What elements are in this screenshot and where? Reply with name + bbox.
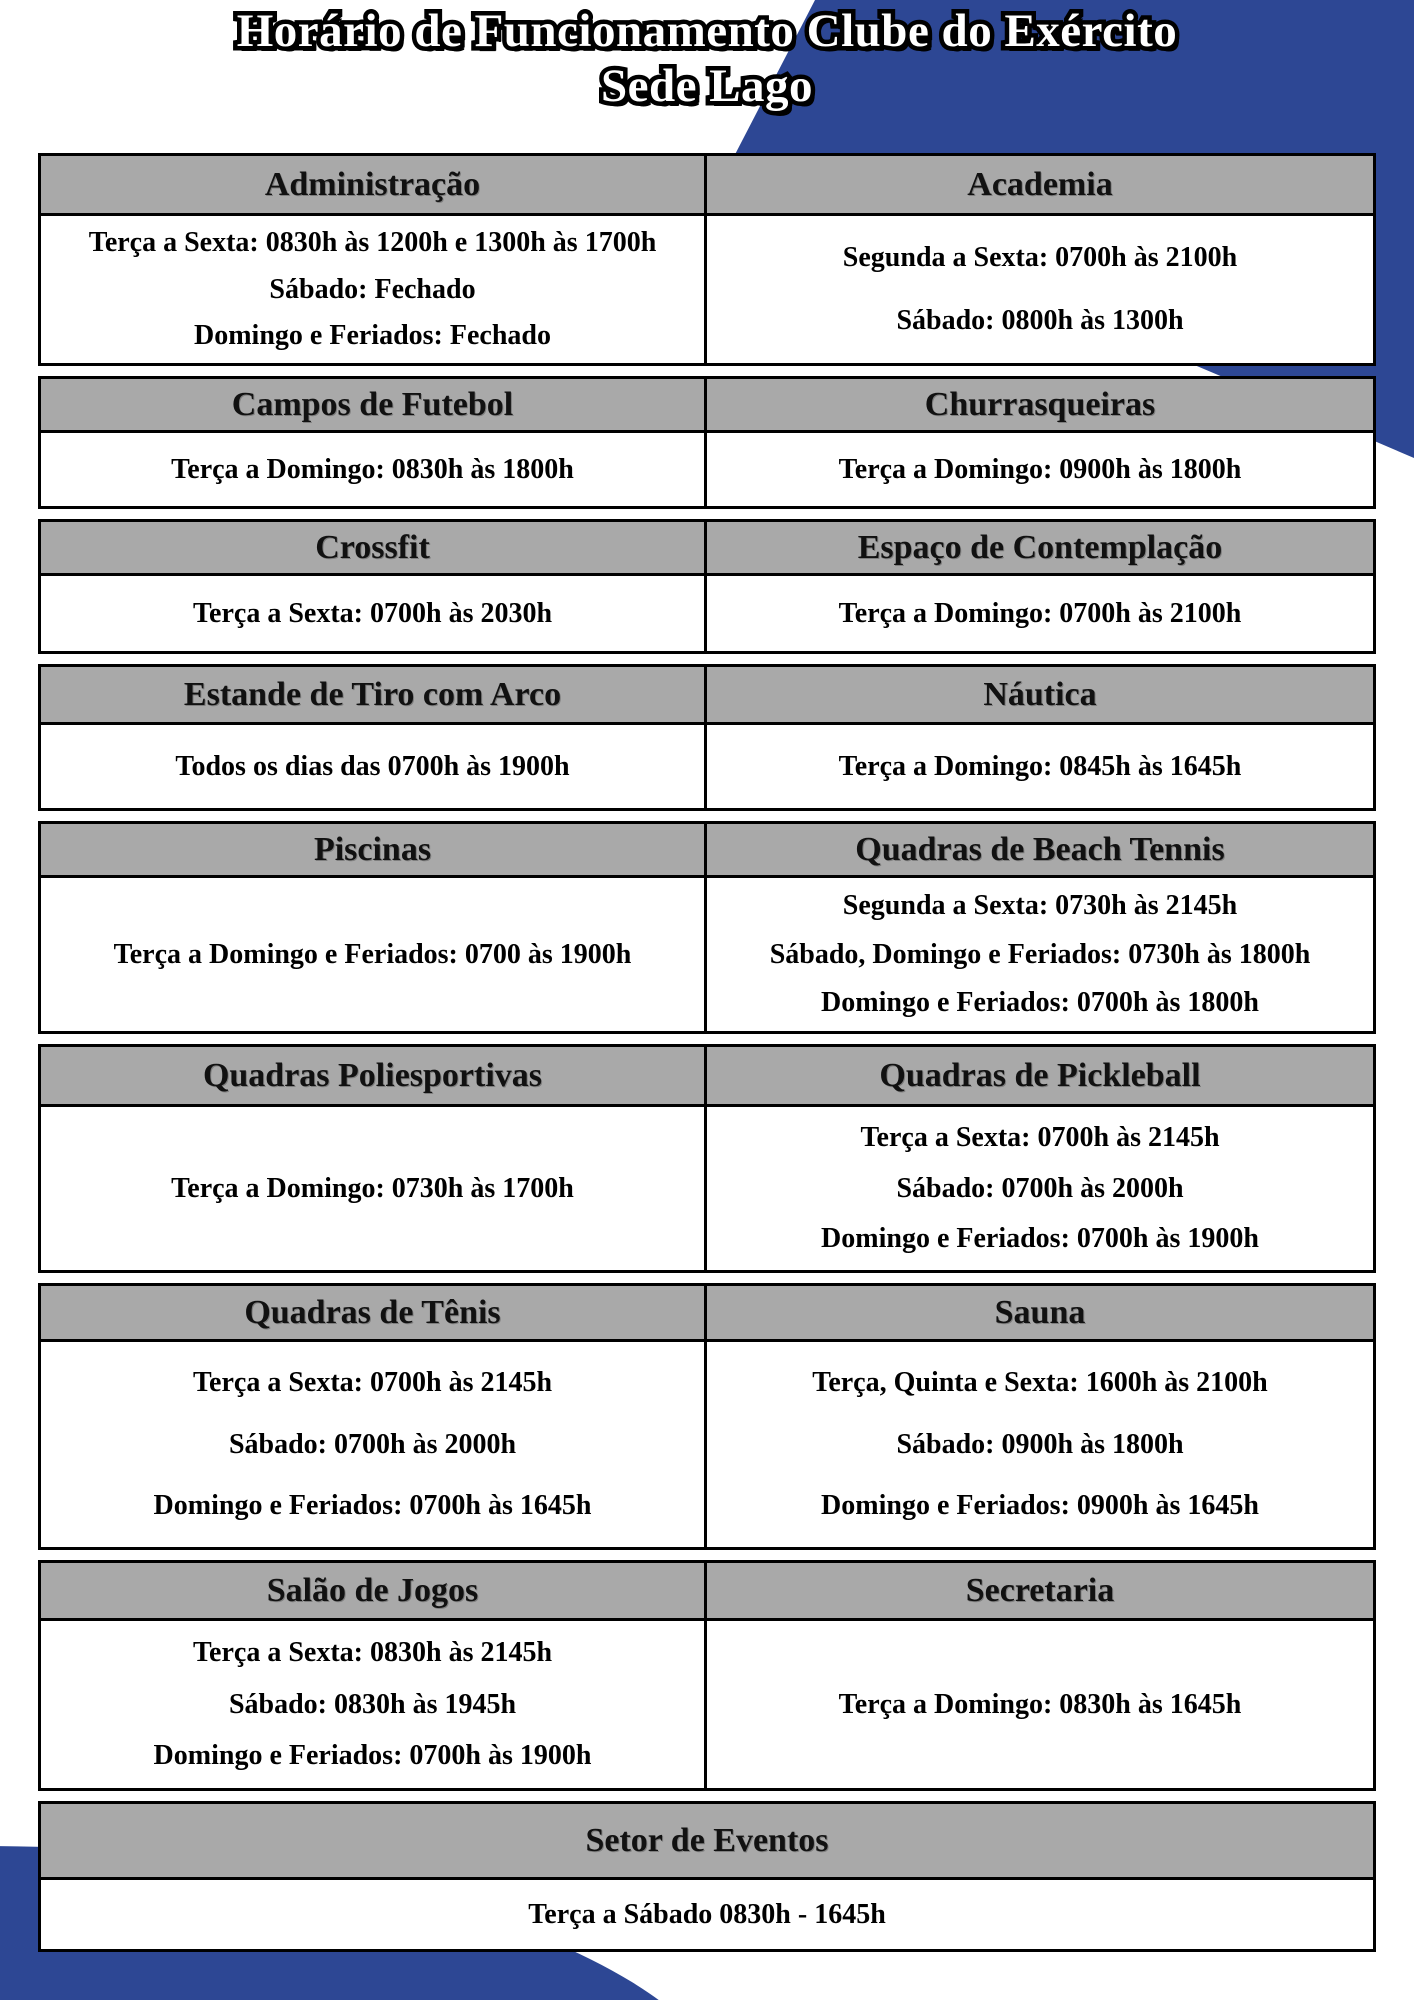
page-subtitle — [0, 59, 1414, 114]
schedule-cell — [41, 878, 707, 1031]
schedule-line: Domingo e Feriados: 0700h às 1900h — [153, 1740, 592, 1772]
section-header-setor-de-eventos: Setor de Eventos — [41, 1804, 1373, 1880]
schedule-line: Domingo e Feriados: 0700h às 1645h — [153, 1489, 592, 1521]
schedule-line: Sábado: 0830h às 1945h — [228, 1688, 517, 1720]
schedule-line: Terça a Sexta: 0700h às 2030h — [192, 597, 553, 629]
section-row — [38, 664, 1376, 811]
schedule-line: Segunda a Sexta: 0700h às 2100h — [842, 242, 1238, 274]
schedule-line: Sábado: 0700h às 2000h — [228, 1428, 517, 1460]
schedule-line: Terça a Sexta: 0830h às 2145h — [192, 1636, 553, 1668]
section-row — [38, 153, 1376, 366]
schedule-cell — [707, 878, 1373, 1031]
section-row — [38, 519, 1376, 654]
schedule-line: Terça a Sexta: 0700h às 2145h — [860, 1121, 1220, 1153]
section-header-campos-de-futebol: Campos de Futebol — [41, 379, 707, 433]
schedule-line: Terça a Domingo: 0700h às 2100h — [838, 597, 1242, 629]
section-header-quadras-de-tenis: Quadras de Tênis — [41, 1286, 707, 1342]
schedule-line: Domingo e Feriados: 0700h às 1800h — [821, 986, 1259, 1018]
section-header-academia: Academia — [707, 156, 1373, 216]
schedule-cell — [707, 1107, 1373, 1270]
schedule-line: Domingo e Feriados: Fechado — [194, 320, 551, 352]
section-row — [38, 1283, 1376, 1550]
section-row — [38, 821, 1376, 1034]
section-header-pickleball: Quadras de Pickleball — [707, 1047, 1373, 1107]
section-header-estande-de-tiro: Estande de Tiro com Arco — [41, 667, 707, 725]
section-header-secretaria: Secretaria — [707, 1563, 1373, 1621]
section-header-crossfit: Crossfit — [41, 522, 707, 576]
schedule-line: Terça a Domingo: 0830h às 1800h — [171, 453, 574, 485]
schedule-line: Terça a Domingo: 0845h às 1645h — [838, 750, 1242, 782]
section-header-beach-tennis: Quadras de Beach Tennis — [707, 824, 1373, 878]
schedule-cell — [707, 1621, 1373, 1788]
schedule-cell — [707, 725, 1373, 808]
schedule-cell — [707, 1342, 1373, 1547]
schedule-line: Domingo e Feriados: 0900h às 1645h — [821, 1489, 1259, 1521]
section-header-nautica: Náutica — [707, 667, 1373, 725]
section-header-churrasqueiras: Churrasqueiras — [707, 379, 1373, 433]
section-row — [38, 1044, 1376, 1273]
schedule-line: Terça a Sábado 0830h - 1645h — [528, 1898, 886, 1930]
section-header-espaco-de-contemplacao: Espaço de Contemplação — [707, 522, 1373, 576]
schedule-cell — [41, 725, 707, 808]
schedule-table — [38, 153, 1376, 1962]
section-header-piscinas: Piscinas — [41, 824, 707, 878]
section-header-quadras-poliesportivas: Quadras Poliesportivas — [41, 1047, 707, 1107]
schedule-line: Terça a Domingo: 0730h às 1700h — [171, 1172, 574, 1204]
section-header-administracao: Administração — [41, 156, 707, 216]
schedule-line: Sábado, Domingo e Feriados: 0730h às 1800h — [769, 938, 1311, 970]
page-title — [0, 4, 1414, 59]
schedule-line: Todos os dias das 0700h às 1900h — [175, 750, 570, 782]
schedule-line: Sábado: 0900h às 1800h — [896, 1428, 1184, 1460]
schedule-line: Terça a Sexta: 0700h às 2145h — [192, 1367, 553, 1399]
schedule-line: Terça, Quinta e Sexta: 1600h às 2100h — [812, 1367, 1268, 1399]
schedule-line: Segunda a Sexta: 0730h às 2145h — [842, 890, 1238, 922]
section-row — [38, 376, 1376, 509]
section-row — [38, 1560, 1376, 1791]
schedule-cell — [707, 576, 1373, 651]
schedule-cell — [41, 1880, 1373, 1949]
schedule-line: Terça a Domingo e Feriados: 0700 às 1900h — [113, 938, 632, 970]
schedule-cell — [707, 216, 1373, 363]
schedule-line: Terça a Domingo: 0830h às 1645h — [838, 1688, 1242, 1720]
section-row-full — [38, 1801, 1376, 1952]
schedule-line: Sábado: 0800h às 1300h — [896, 304, 1184, 336]
schedule-cell — [41, 1621, 707, 1788]
schedule-cell — [707, 433, 1373, 506]
schedule-line: Sábado: Fechado — [269, 273, 476, 305]
schedule-line: Terça a Sexta: 0830h às 1200h e 1300h às 1700h — [88, 226, 657, 258]
schedule-line: Terça a Domingo: 0900h às 1800h — [838, 453, 1242, 485]
section-header-salao-de-jogos: Salão de Jogos — [41, 1563, 707, 1621]
schedule-cell — [41, 216, 707, 363]
title-block — [0, 4, 1414, 114]
schedule-cell — [41, 1342, 707, 1547]
schedule-cell — [41, 1107, 707, 1270]
schedule-line: Domingo e Feriados: 0700h às 1900h — [821, 1223, 1259, 1255]
schedule-line: Sábado: 0700h às 2000h — [896, 1172, 1184, 1204]
schedule-cell — [41, 576, 707, 651]
schedule-cell — [41, 433, 707, 506]
section-header-sauna: Sauna — [707, 1286, 1373, 1342]
